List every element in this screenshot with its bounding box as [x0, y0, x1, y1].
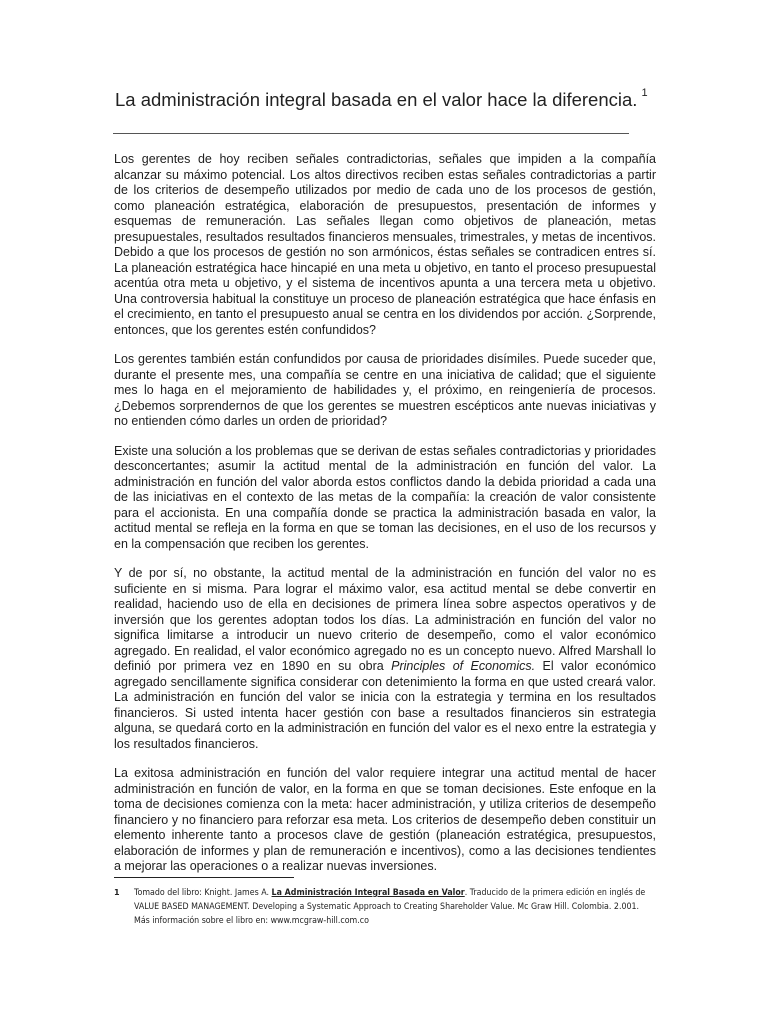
footnote-prefix: Tomado del libro: Knight. James A. — [134, 888, 272, 898]
paragraph-3: Existe una solución a los problemas que se derivan de estas señales contradictorias y prioridades desconcertantes; asumir la actitud mental de la administración en función del valor. La administración en función del valor aborda estos conflictos dando la debida prioridad a cada una de las iniciativas en el contexto de las metas de la compañía: la creación de valor consistente para el accionista. En una compañía donde se practica la administración basada en valor, la actitud mental se refleja en la forma en que se toman las decisiones, en el uso de los recursos y en la compensación que reciben los gerentes. — [114, 443, 656, 551]
footnote-divider — [114, 877, 294, 878]
title-footnote-ref: 1 — [641, 86, 648, 99]
title-divider — [113, 133, 629, 134]
paragraph-5: La exitosa administración en función del valor requiere integrar una actitud mental de hacer administración en función de valor, en la forma en que se toman decisiones. Este enfoque en la toma de decisiones comienza con la meta: hacer administración, y utiliza criterios de desempeño financiero y no financiero para reforzar esa meta. Los criterios de desempeño deben constituir un elemento inherente tanto a procesos clave de gestión (planeación estratégica, presupuestos, elaboración de informes y plan de remuneración e incentivos), como a las decisiones tendientes a mejorar las operaciones o a realizar nuevas inversiones. — [114, 766, 656, 873]
paragraph-1: Los gerentes de hoy reciben señales contradictorias, señales que impiden a la compañía alcanzar su máximo potencial. Los altos directivos reciben estas señales contradictorias a partir de los criterios de desempeño utilizados por medio de cada uno de los procesos de gestión, como planeación estratégica, elaboración de presupuestos, presentación de informes y esquemas de remuneración. Las señales llegan como objetivos de planeación, metas presupuestales, resultados resultados financieros mensuales, trimestrales, y metas de incentivos. Debido a que los procesos de gestión no son armónicos, éstas señales se contradicen entres sí. La planeación estratégica hace hincapié en una meta u objetivo, en tanto el proceso presupuestal acentúa otra meta u objetivo, y el sistema de incentivos apunta a una tercera meta u objetivo. Una controversia habitual la constituye un proceso de planeación estratégica que hace énfasis en el crecimiento, en tanto el presupuesto anual se centra en los dividendos por acción. ¿Sorprende, entonces, que los gerentes estén confundidos? — [114, 152, 656, 337]
document-body — [114, 152, 656, 889]
title-text: La administración integral basada en el valor hace la diferencia. — [115, 89, 638, 110]
footnote-mark: 1 — [114, 888, 120, 897]
paragraph-4-text-before: Y de por sí, no obstante, la actitud mental de la administración en función del valor no es suficiente en si misma. Para lograr el máximo valor, esa actitud mental se debe convertir en realidad, haciendo uso de ella en decisiones de primera línea sobre aspectos operativos y de inversión que los gerentes adoptan todos los días. La administración en función del valor no significa limitarse a introducir un nuevo criterio de desempeño, como el valor económico agregado. En realidad, el valor económico agregado no es un concepto nuevo. Alfred Marshall lo definió por primera vez en 1890 en su obra — [114, 566, 656, 673]
paragraph-4-text-after: El valor económico agregado sencillamente significa considerar con detenimiento la forma en que usted creará valor. La administración en función del valor se inicia con la estrategia y termina en los resultados financieros. Si usted intenta hacer gestión con base a resultados financieros sin estrategia alguna, se quedará corto en la administración en función del valor es el nexo entre la estrategia y los resultados financieros. — [114, 659, 656, 751]
paragraph-4 — [114, 566, 656, 752]
paragraph-2: Los gerentes también están confundidos por causa de prioridades disímiles. Puede suceder que, durante el presente mes, una compañía se centre en una iniciativa de calidad; que el siguiente mes lo haga en el mejoramiento de habilidades y, el próximo, en reingeniería de procesos. ¿Debemos sorprendernos de que los gerentes se muestren escépticos ante nuevas iniciativas y no entienden cómo darles un orden de prioridad? — [114, 352, 656, 428]
footnote-suffix: . Traducido de la primera edición en inglés de VALUE BASED MANAGEMENT. Developing a Systematic Approach to Creating Shareholder Value. Mc Graw Hill. Colombia. 2.001. Más información sobre el libro en: www.mcgraw-hill.com.co — [134, 888, 646, 926]
footnote-text — [134, 886, 649, 928]
footnote — [114, 886, 656, 928]
document-title — [115, 86, 675, 111]
footnote-book-title: La Administración Integral Basada en Valor — [271, 888, 465, 898]
book-title-italic: Principles of Economics. — [391, 659, 536, 673]
